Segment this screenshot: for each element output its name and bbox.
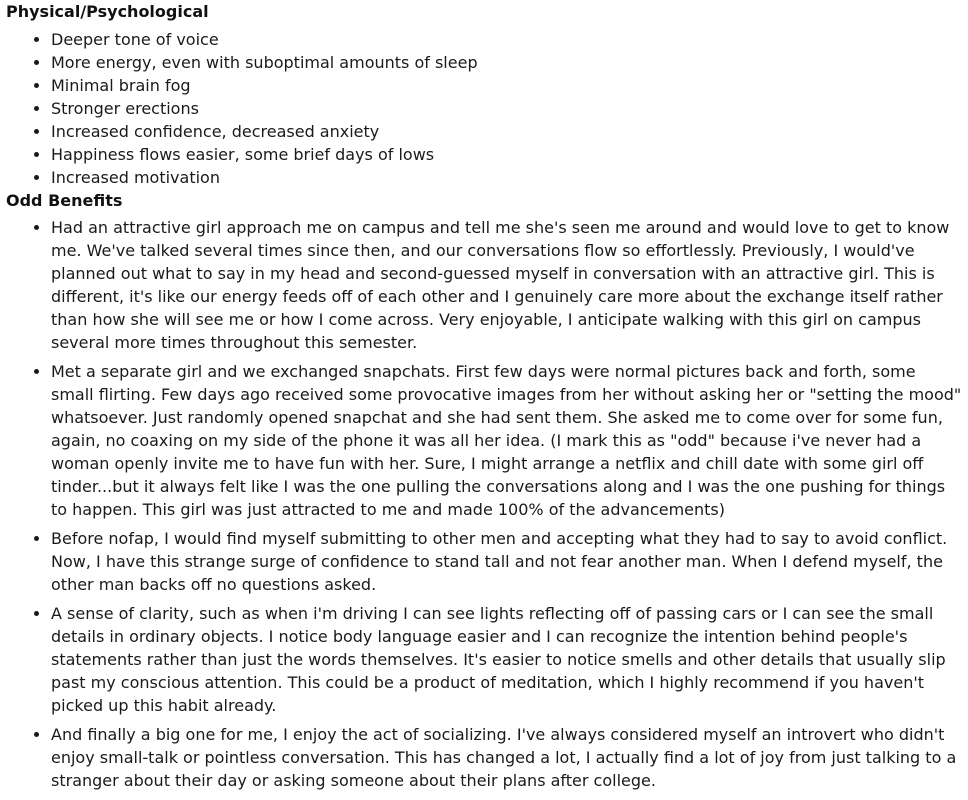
list-item: • Increased motivation: [51, 166, 968, 189]
list-item: • A sense of clarity, such as when i'm driving I can see lights reflecting off of passing cars or I can see the small details in ordinary objects. I notice body language easier and I can recognize the intention behind people's statements rather than just the words themselves. It's easier to notice smells and other details that usually slip past my conscious attention. This could be a product of meditation, which I highly recommend if you haven't picked up this habit already.: [51, 602, 962, 717]
list-item: • Had an attractive girl approach me on campus and tell me she's seen me around and would love to get to know me. We've talked several times since then, and our conversations flow so effortlessly. Previously, I would've planned out what to say in my head and second-guessed myself in conversation with an attractive girl. This is different, it's like our energy feeds off of each other and I genuinely care more about the exchange itself rather than how she will see me or how I come across. Very enjoyable, I anticipate walking with this girl on campus several more times throughout this semester.: [51, 216, 962, 354]
list-item: • Increased confidence, decreased anxiety: [51, 120, 968, 143]
list-item: • Minimal brain fog: [51, 74, 968, 97]
list-item: • Stronger erections: [51, 97, 968, 120]
list-item: • Deeper tone of voice: [51, 28, 968, 51]
odd-benefits-list: [6, 216, 968, 792]
section-heading-odd-benefits: Odd Benefits: [6, 191, 123, 210]
list-item: • Met a separate girl and we exchanged snapchats. First few days were normal pictures back and forth, some small flirting. Few days ago received some provocative images from her without asking her or "setting the mood" whatsoever. Just randomly opened snapchat and she had sent them. She asked me to come over for some fun, again, no coaxing on my side of the phone it was all her idea. (I mark this as "odd" because i've never had a woman openly invite me to have fun with her. Sure, I might arrange a netflix and chill date with some girl off tinder...but it always felt like I was the one pulling the conversations along and I was the one pushing for things to happen. This girl was just attracted to me and made 100% of the advancements): [51, 360, 962, 521]
list-item: • Happiness flows easier, some brief days of lows: [51, 143, 968, 166]
list-item: • And finally a big one for me, I enjoy the act of socializing. I've always considered myself an introvert who didn't enjoy small-talk or pointless conversation. This has changed a lot, I actually find a lot of joy from just talking to a stranger about their day or asking someone about their plans after college.: [51, 723, 962, 792]
list-item: • Before nofap, I would find myself submitting to other men and accepting what they had to say to avoid conflict. Now, I have this strange surge of confidence to stand tall and not fear another man. When I defend myself, the other man backs off no questions asked.: [51, 527, 962, 596]
section-heading-physical-psychological: Physical/Psychological: [6, 2, 209, 21]
list-item: • More energy, even with suboptimal amounts of sleep: [51, 51, 968, 74]
physical-benefits-list: [6, 28, 968, 189]
